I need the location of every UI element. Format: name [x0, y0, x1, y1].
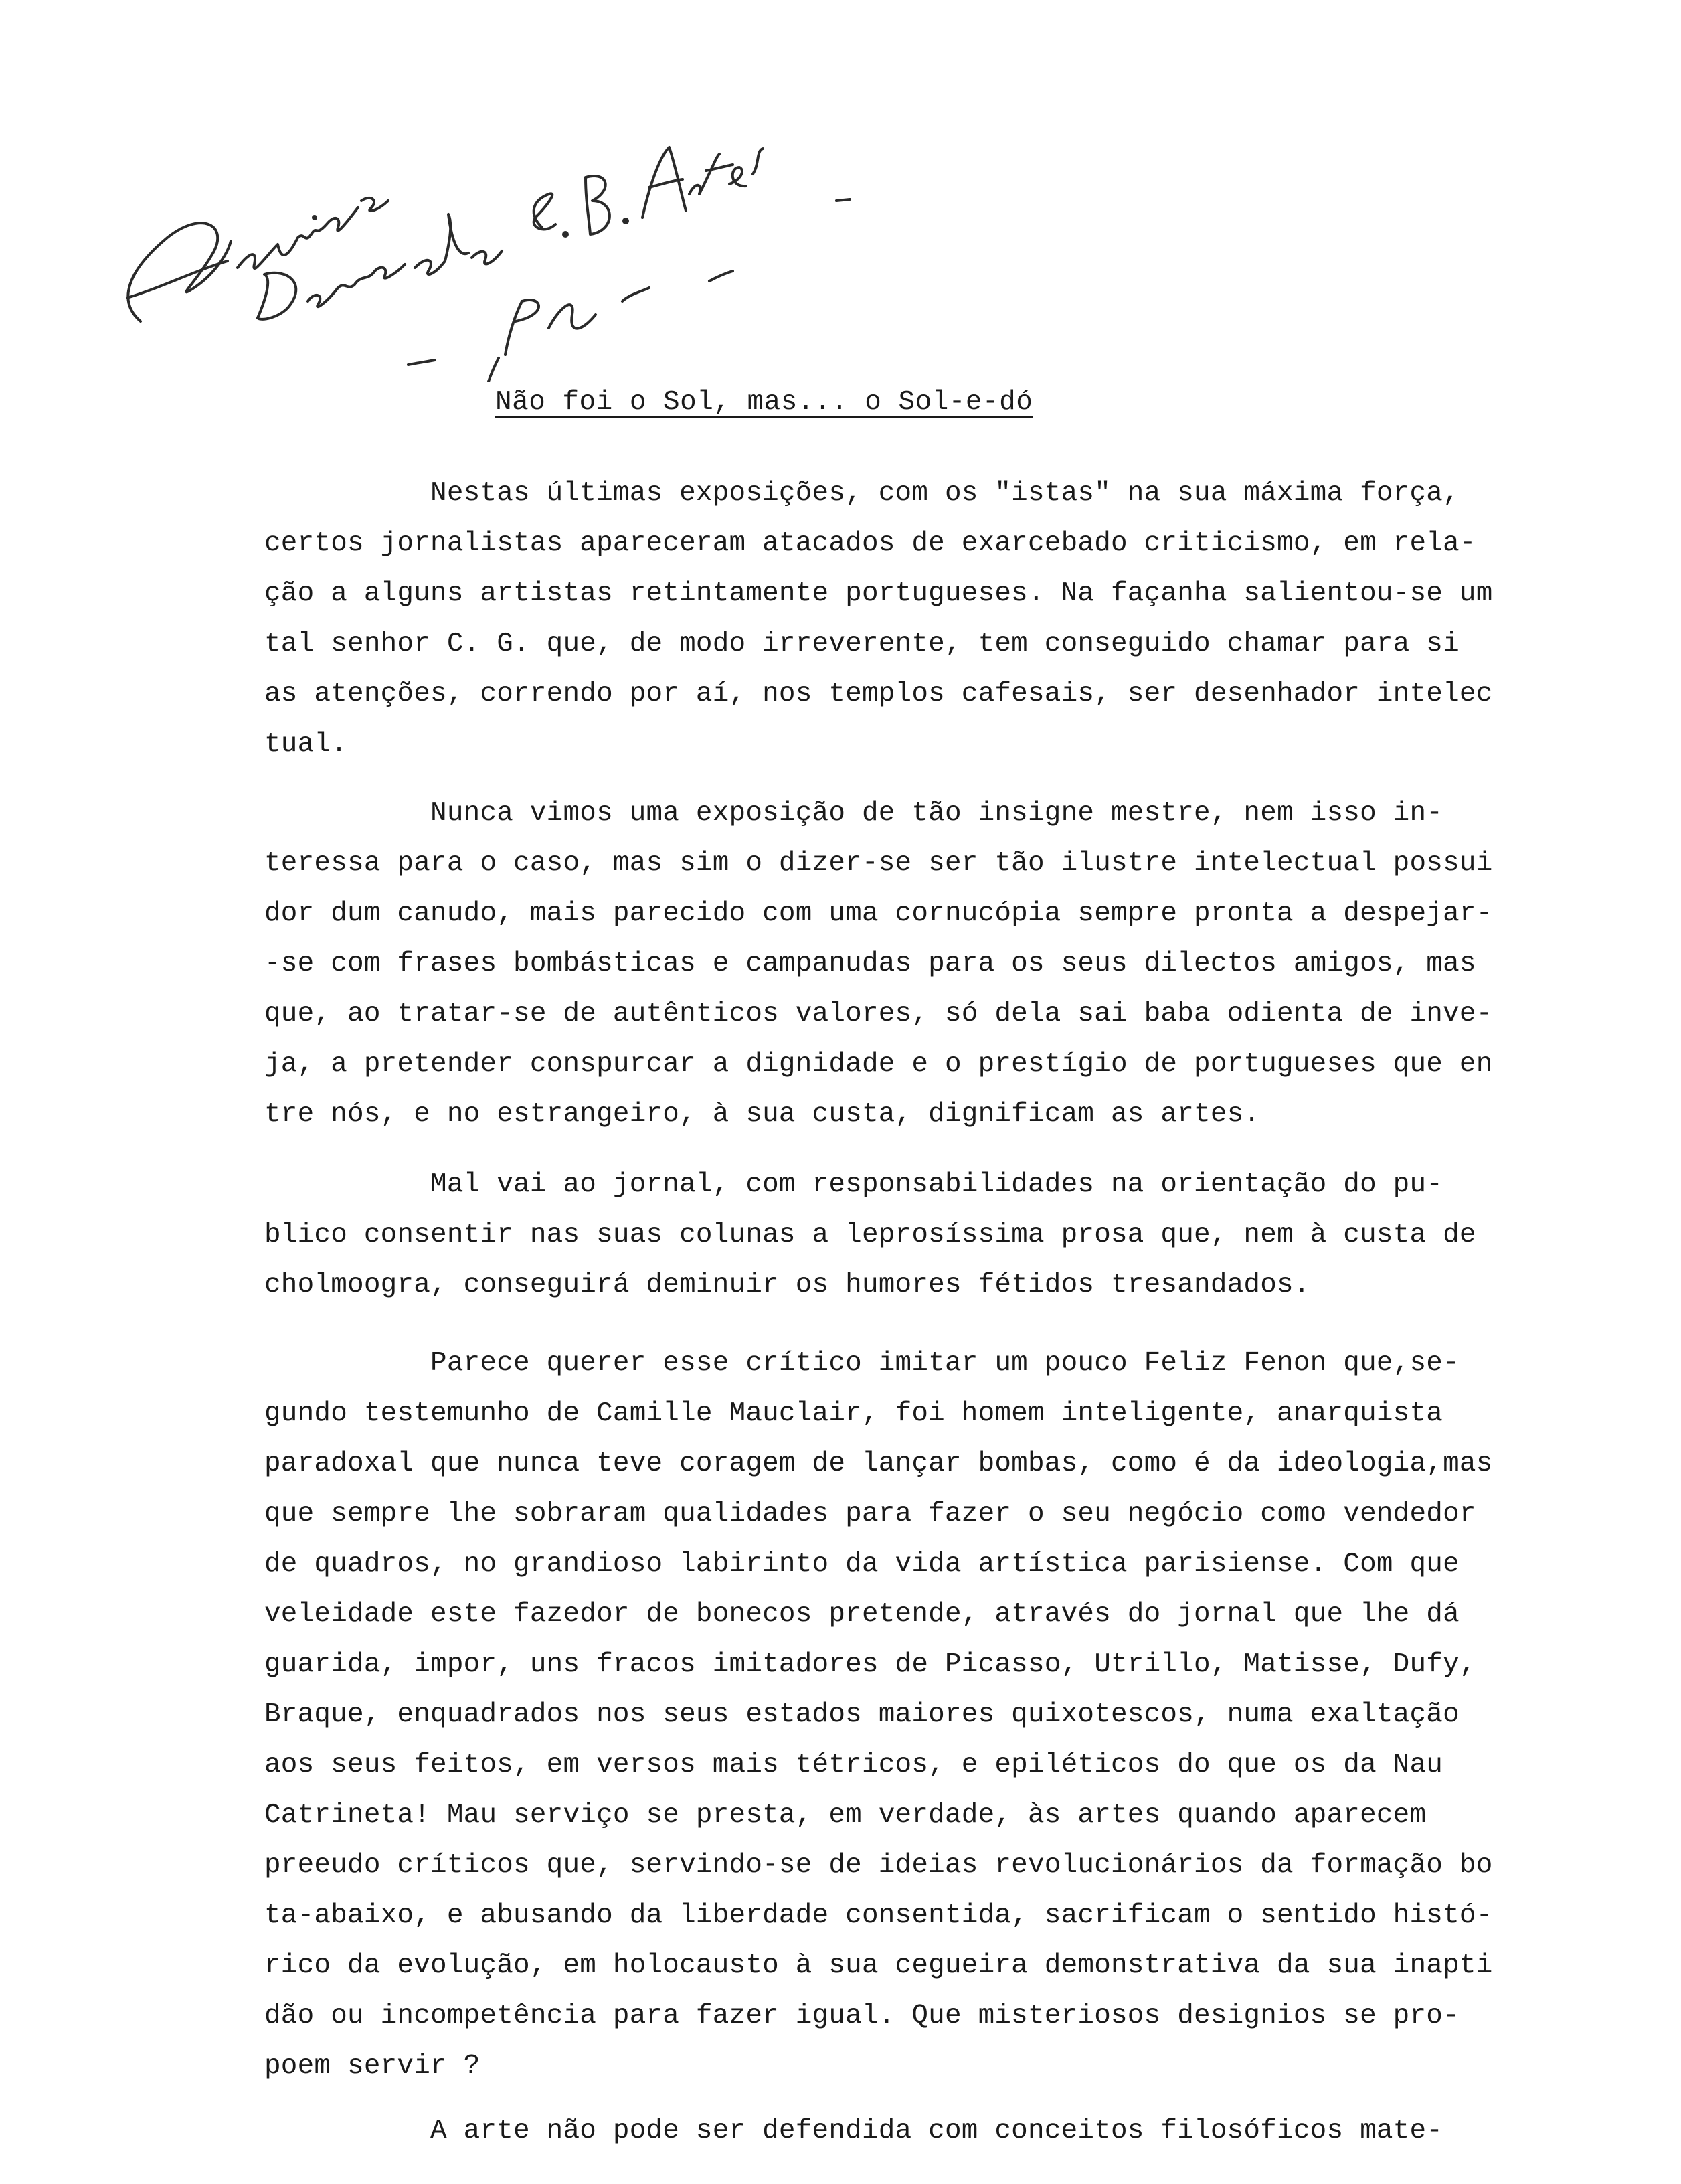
text-line: Nestas últimas exposições, com os "istas" na sua máxima força, [264, 478, 1459, 509]
document-body [264, 469, 1493, 2157]
text-line: cholmoogra, conseguirá deminuir os humores fétidos tresandados. [264, 1270, 1310, 1300]
text-line: Catrineta! Mau serviço se presta, em verdade, às artes quando aparecem [264, 1800, 1427, 1831]
text-line: ção a alguns artistas retintamente portugueses. Na façanha salientou-se um [264, 578, 1493, 609]
text-line: Mal vai ao jornal, com responsabilidades na orientação do pu- [264, 1169, 1443, 1200]
text-line: teressa para o caso, mas sim o dizer-se ser tão ilustre intelectual possui [264, 848, 1493, 879]
text-line: de quadros, no grandioso labirinto da vida artística parisiense. Com que [264, 1549, 1459, 1580]
text-line: guarida, impor, uns fracos imitadores de Picasso, Utrillo, Matisse, Dufy, [264, 1649, 1476, 1680]
text-line: aos seus feitos, em versos mais tétricos, e epiléticos do que os da Nau [264, 1750, 1443, 1780]
paragraph-1 [264, 469, 1493, 770]
handwritten-annotation [114, 100, 883, 382]
document-title: Não foi o Sol, mas... o Sol-e-dó [495, 387, 1033, 418]
text-line: tual. [264, 729, 348, 760]
text-line: paradoxal que nunca teve coragem de lançar bombas, como é da ideologia,mas [264, 1448, 1493, 1479]
paragraph-4 [264, 1339, 1493, 2092]
text-line: tre nós, e no estrangeiro, à sua custa, dignificam as artes. [264, 1099, 1261, 1130]
text-line: que sempre lhe sobraram qualidades para fazer o seu negócio como vendedor [264, 1499, 1476, 1529]
text-line: Parece querer esse crítico imitar um pouco Feliz Fenon que,se- [264, 1348, 1459, 1379]
text-line: Nunca vimos uma exposição de tão insigne mestre, nem isso in- [264, 798, 1443, 829]
text-line: poem servir ? [264, 2051, 480, 2082]
text-line: dão ou incompetência para fazer igual. Que misteriosos designios se pro- [264, 2001, 1459, 2031]
handwriting-drawing [114, 100, 883, 382]
text-line: -se com frases bombásticas e campanudas para os seus dilectos amigos, mas [264, 948, 1476, 979]
text-line: dor dum canudo, mais parecido com uma cornucópia sempre pronta a despejar- [264, 898, 1493, 929]
text-line: blico consentir nas suas colunas a leprosíssima prosa que, nem à custa de [264, 1220, 1476, 1250]
paragraph-5 [264, 2106, 1489, 2157]
text-line: as atenções, correndo por aí, nos templos cafesais, ser desenhador intelec [264, 679, 1493, 709]
paragraph-3 [264, 1160, 1489, 1311]
text-line: tal senhor C. G. que, de modo irreverente, tem conseguido chamar para si [264, 628, 1459, 659]
text-line: gundo testemunho de Camille Mauclair, foi homem inteligente, anarquista [264, 1398, 1443, 1429]
text-line: A arte não pode ser defendida com conceitos filosóficos mate- [264, 2116, 1443, 2147]
text-line: ta-abaixo, e abusando da liberdade consentida, sacrificam o sentido histó- [264, 1900, 1493, 1931]
text-line: preeudo críticos que, servindo-se de ideias revolucionários da formação bo [264, 1850, 1493, 1881]
text-line: rico da evolução, em holocausto à sua cegueira demonstrativa da sua inapti [264, 1950, 1493, 1981]
text-line: ja, a pretender conspurcar a dignidade e o prestígio de portugueses que en [264, 1049, 1493, 1080]
text-line: Braque, enquadrados nos seus estados maiores quixotescos, numa exaltação [264, 1699, 1459, 1730]
text-line: certos jornalistas apareceram atacados de exarcebado criticismo, em rela- [264, 528, 1476, 559]
text-line: que, ao tratar-se de autênticos valores, só dela sai baba odienta de inve- [264, 999, 1493, 1029]
text-line: veleidade este fazedor de bonecos pretende, através do jornal que lhe dá [264, 1599, 1459, 1630]
paragraph-2 [264, 788, 1493, 1140]
